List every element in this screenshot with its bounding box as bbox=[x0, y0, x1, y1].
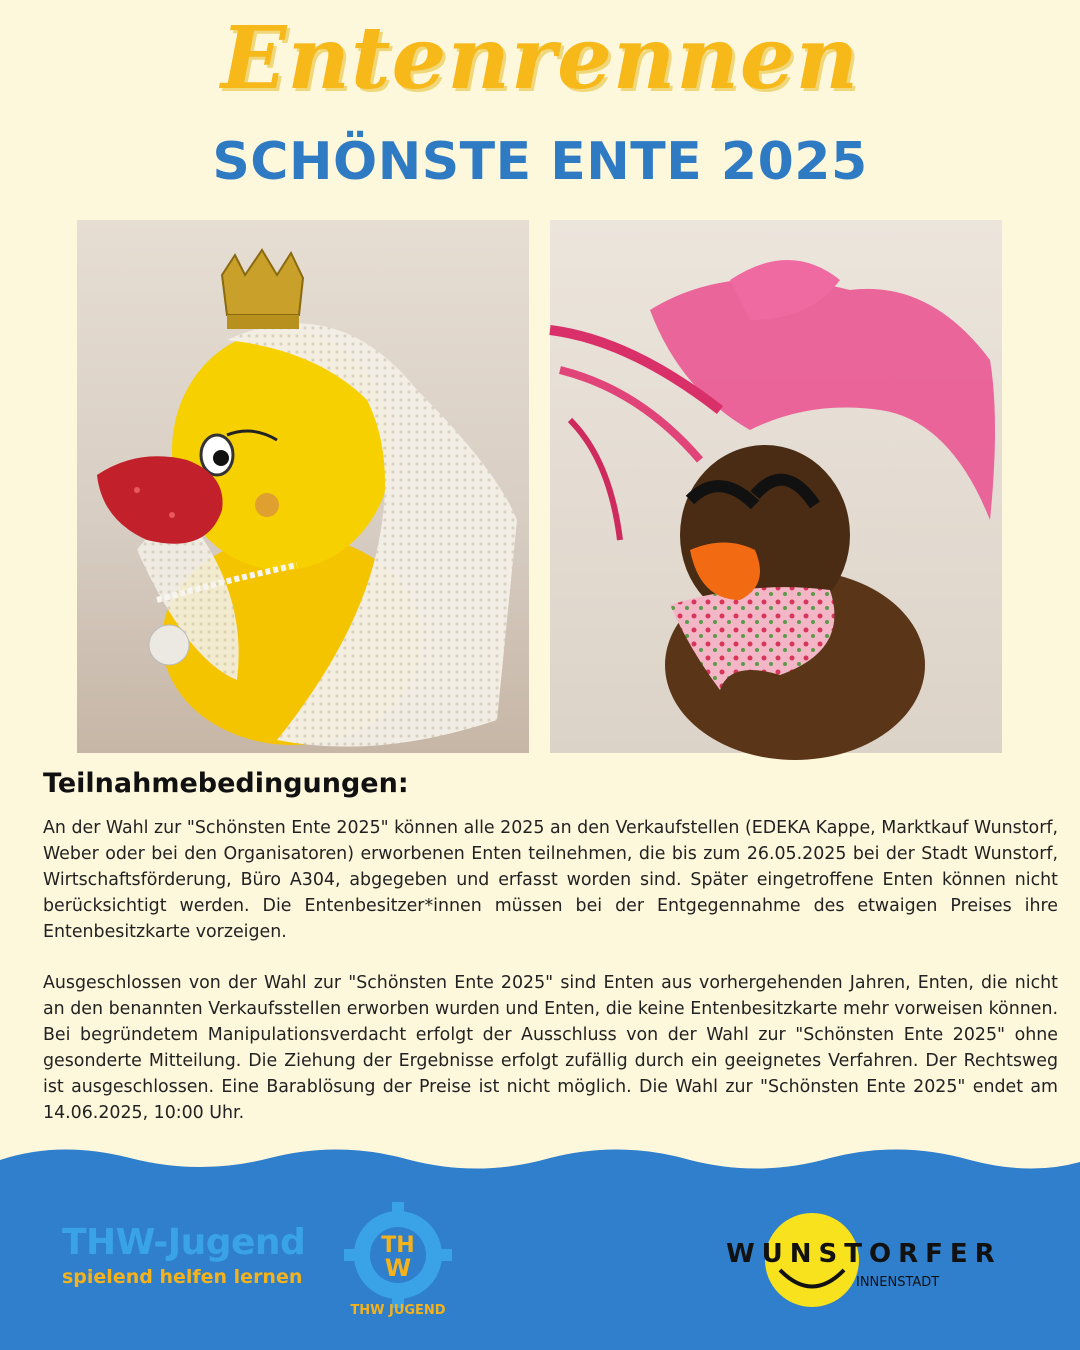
conditions-paragraph-1: An der Wahl zur "Schönsten Ente 2025" können alle 2025 an den Verkaufstellen (EDEKA Kappe, Marktkauf Wunstorf, Weber oder bei den Organisatoren) erworbenen Enten teilnehmen, die bis zum 26.05.2025 bei der Stadt Wunstorf, Wirtschaftsförderung, Büro A304, abgegeben und erfasst worden sind. Später eingetroffene Enten können nicht berücksichtigt werden. Die Entenbesitzer*innen müssen bei der Entgegennahme des etwaigen Preises ihre Entenbesitzkarte vorzeigen. bbox=[43, 818, 1058, 942]
wunstorfer-sub: INNENSTADT bbox=[856, 1275, 940, 1290]
thw-jugend-logo bbox=[338, 1200, 458, 1320]
pink-hat-duck-photo bbox=[550, 220, 1002, 753]
thw-jugend-slogan: spielend helfen lernen bbox=[62, 1266, 303, 1288]
queen-duck-photo bbox=[77, 220, 529, 753]
conditions-paragraph-2: Ausgeschlossen von der Wahl zur "Schönsten Ente 2025" sind Enten aus vorhergehenden Jahren, Enten, die nicht an den benannten Verkaufsstellen erworben wurden und Enten, die keine Entenbesitzkarte mehr vorweisen können. Bei begründetem Manipulationsverdacht erfolgt der Ausschluss von der Wahl zur "Schönsten Ente 2025" ohne gesonderte Mitteilung. Die Ziehung der Ergebnisse erfolgt zufällig durch ein geeignetes Verfahren. Der Rechtsweg ist ausgeschlossen. Eine Barablösung der Preise ist nicht möglich. Die Wahl zur "Schönsten Ente 2025" endet am 14.06.2025, 10:00 Uhr. bbox=[43, 973, 1058, 1123]
svg-text:TH: TH bbox=[381, 1233, 415, 1258]
thw-logo-text: THW JUGEND bbox=[350, 1303, 446, 1318]
crown-icon bbox=[222, 250, 303, 329]
page-subtitle: SCHÖNSTE ENTE 2025 bbox=[212, 132, 868, 192]
wunstorfer-logo bbox=[722, 1208, 1002, 1312]
page-title: Entenrennen bbox=[220, 8, 860, 109]
conditions-heading: Teilnahmebedingungen: bbox=[43, 768, 409, 799]
svg-text:W: W bbox=[384, 1254, 412, 1282]
thw-jugend-name: THW-Jugend bbox=[62, 1222, 306, 1263]
wunstorfer-text: WUNSTORFER bbox=[726, 1239, 1002, 1269]
